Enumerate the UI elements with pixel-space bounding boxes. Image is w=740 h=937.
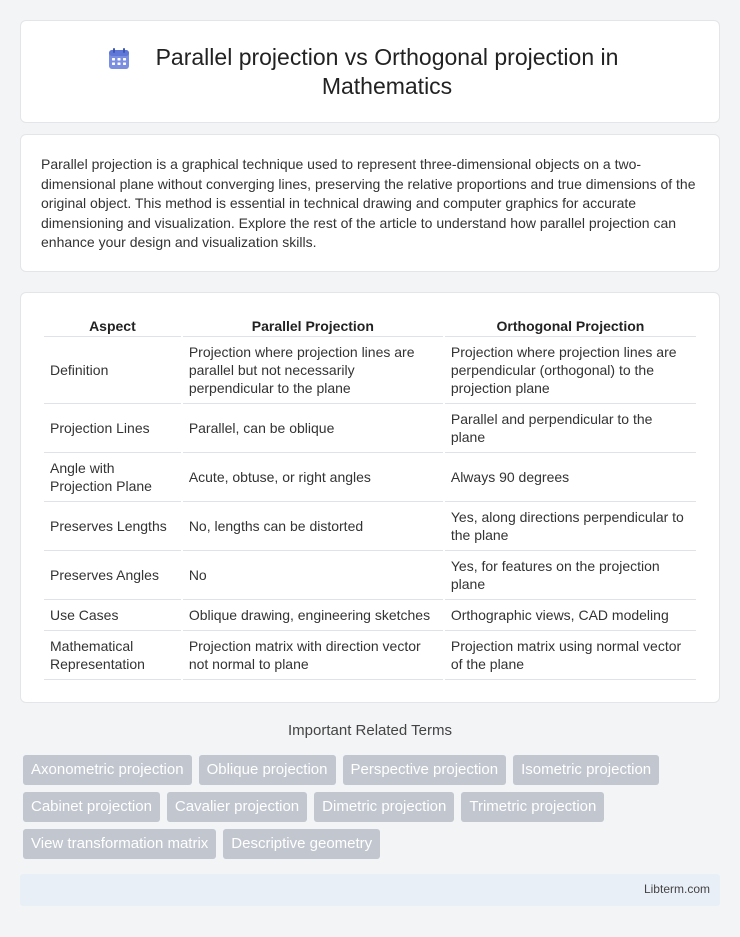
- header-orthogonal: Orthogonal Projection: [445, 315, 696, 337]
- header-aspect: Aspect: [44, 315, 181, 337]
- footer-site-link[interactable]: Libterm.com: [643, 882, 710, 896]
- page-title: Parallel projection vs Orthogonal projection in Mathematics: [155, 43, 619, 99]
- comparison-table-card: [20, 292, 720, 703]
- table-cell: Parallel and perpendicular to the plane: [445, 404, 696, 453]
- table-cell: No: [183, 551, 443, 600]
- header-parallel: Parallel Projection: [183, 315, 443, 337]
- table-cell: Use Cases: [44, 600, 181, 631]
- table-cell: Projection matrix using normal vector of the plane: [445, 631, 696, 680]
- tag-perspective-projection[interactable]: Perspective projection: [343, 755, 507, 785]
- tag-axonometric-projection[interactable]: Axonometric projection: [23, 755, 192, 785]
- tag-row: [23, 755, 723, 785]
- table-cell: Preserves Lengths: [44, 502, 181, 551]
- table-row: [44, 404, 696, 453]
- intro-paragraph: Parallel projection is a graphical technique used to represent three-dimensional objects on a two-dimensional plane without converging lines, preserving the relative proportions and true dimensions of the original object. This method is essential in technical drawing and computer graphics for accurate dimensioning and visualization. Explore the rest of the article to understand how parallel projection can enhance your design and visualization skills.: [41, 156, 696, 250]
- table-cell: Definition: [44, 337, 181, 404]
- table-cell: Orthographic views, CAD modeling: [445, 600, 696, 631]
- tag-cavalier-projection[interactable]: Cavalier projection: [167, 792, 307, 822]
- table-row: [44, 502, 696, 551]
- table-header-row: [44, 315, 696, 337]
- table-cell: Yes, along directions perpendicular to the plane: [445, 502, 696, 551]
- intro-card: [20, 134, 720, 272]
- table-cell: Mathematical Representation: [44, 631, 181, 680]
- table-cell: Always 90 degrees: [445, 453, 696, 502]
- table-row: [44, 600, 696, 631]
- tag-row: [23, 829, 723, 859]
- tag-view-transformation-matrix[interactable]: View transformation matrix: [23, 829, 216, 859]
- table-cell: Projection where projection lines are parallel but not necessarily perpendicular to the plane: [183, 337, 443, 404]
- tag-dimetric-projection[interactable]: Dimetric projection: [314, 792, 454, 822]
- table-cell: Parallel, can be oblique: [183, 404, 443, 453]
- table-cell: Preserves Angles: [44, 551, 181, 600]
- tag-trimetric-projection[interactable]: Trimetric projection: [461, 792, 604, 822]
- table-cell: Oblique drawing, engineering sketches: [183, 600, 443, 631]
- related-terms-title: Important Related Terms: [288, 722, 452, 739]
- table-cell: Projection Lines: [44, 404, 181, 453]
- title-card: [20, 20, 720, 123]
- tag-descriptive-geometry[interactable]: Descriptive geometry: [223, 829, 380, 859]
- table-cell: Acute, obtuse, or right angles: [183, 453, 443, 502]
- table-cell: Projection matrix with direction vector not normal to plane: [183, 631, 443, 680]
- table-row: [44, 453, 696, 502]
- footer: [20, 874, 720, 906]
- tag-row: [23, 792, 723, 822]
- table-row: [44, 631, 696, 680]
- table-cell: Projection where projection lines are perpendicular (orthogonal) to the projection plane: [445, 337, 696, 404]
- table-cell: Angle with Projection Plane: [44, 453, 181, 502]
- table-cell: No, lengths can be distorted: [183, 502, 443, 551]
- table-row: [44, 551, 696, 600]
- tag-isometric-projection[interactable]: Isometric projection: [513, 755, 659, 785]
- tag-oblique-projection[interactable]: Oblique projection: [199, 755, 336, 785]
- table-cell: Yes, for features on the projection plane: [445, 551, 696, 600]
- related-terms-list: [23, 755, 723, 866]
- table-row: [44, 337, 696, 404]
- tag-cabinet-projection[interactable]: Cabinet projection: [23, 792, 160, 822]
- comparison-table: [42, 315, 698, 680]
